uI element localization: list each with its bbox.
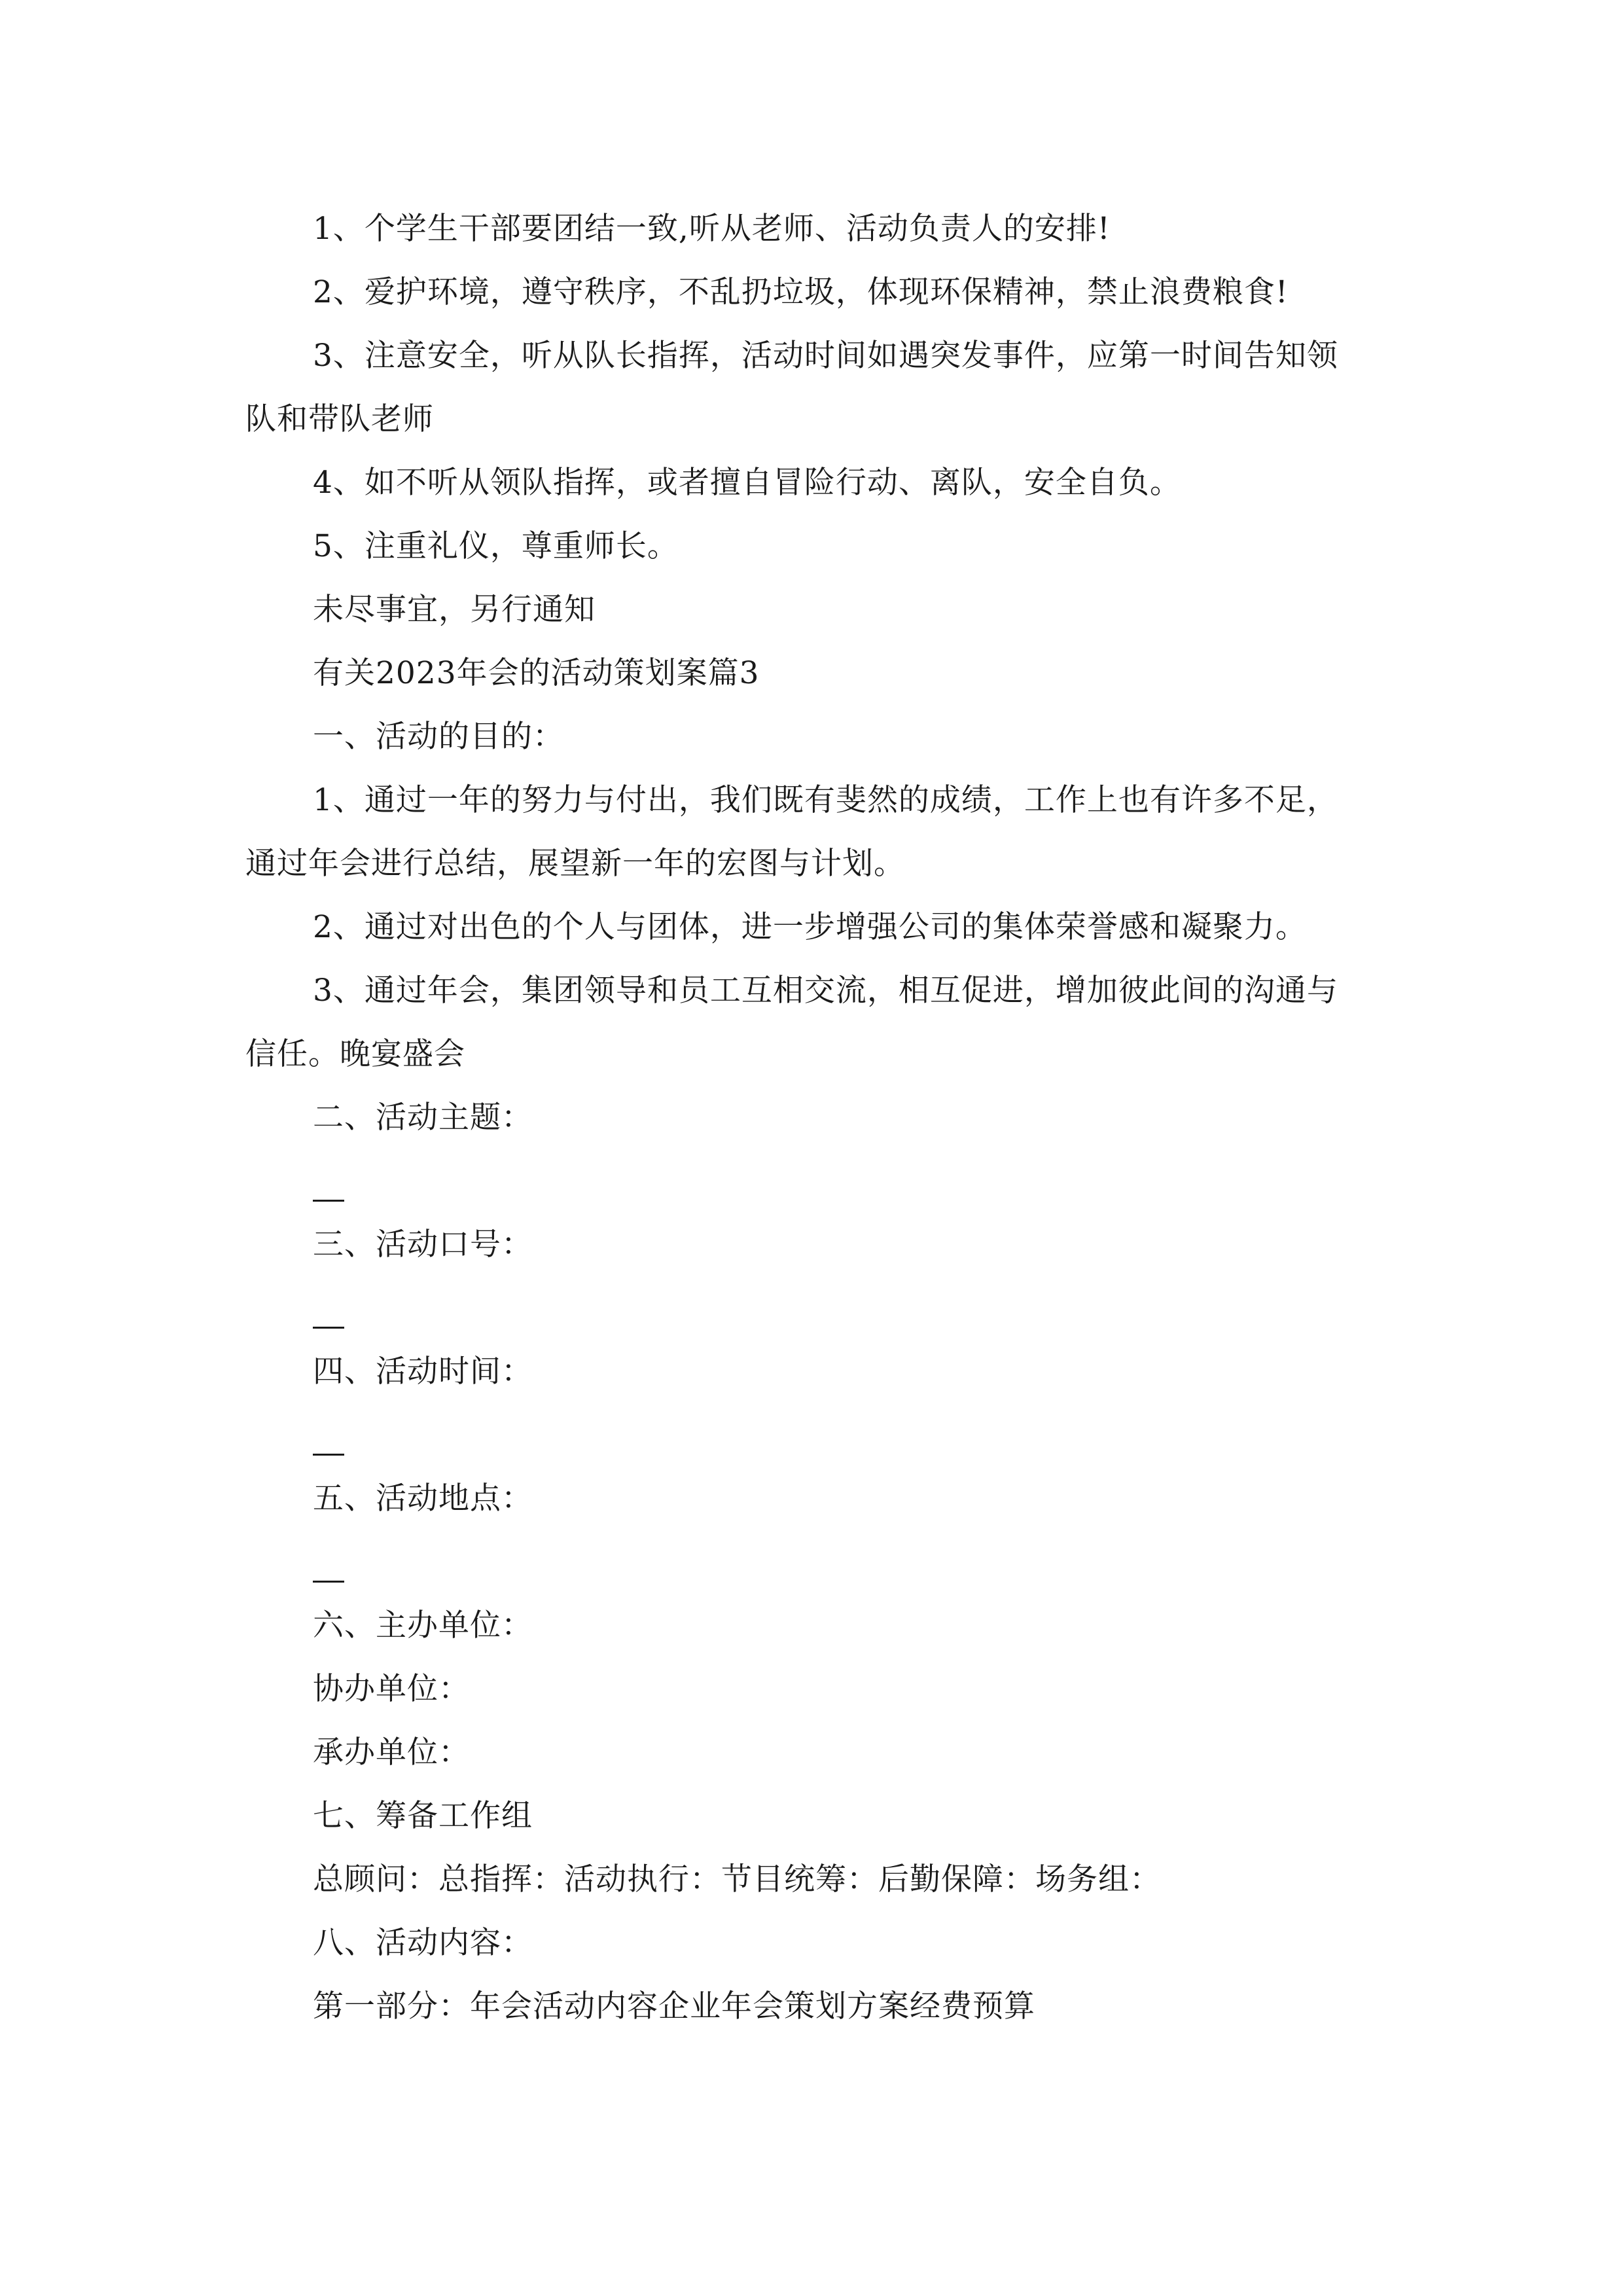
text-line-23: 总顾问：总指挥：活动执行：节目统筹：后勤保障：场务组： (313, 1861, 1161, 1897)
text-line-4: 队和带队老师 (245, 401, 434, 437)
text-line-1: 1、个学生干部要团结一致,听从老师、活动负责人的安排! (313, 211, 1111, 247)
text-line-20: 协办单位： (313, 1671, 470, 1707)
blank-dash-3 (313, 1454, 344, 1456)
text-line-2: 2、爱护环境，遵守秩序，不乱扔垃圾，体现环保精神，禁止浪费粮食! (313, 274, 1289, 310)
text-line-6: 5、注重礼仪，尊重师长。 (313, 528, 679, 564)
text-line-13: 3、通过年会，集团领导和员工互相交流，相互促进，增加彼此间的沟通与 (313, 973, 1338, 1009)
text-line-12: 2、通过对出色的个人与团体，进一步增强公司的集体荣誉感和凝聚力。 (313, 909, 1307, 945)
blank-dash-1 (313, 1200, 344, 1202)
text-line-5: 4、如不听从领队指挥，或者擅自冒险行动、离队，安全自负。 (313, 465, 1181, 501)
section-heading: 有关2023年会的活动策划案篇3 (313, 655, 760, 691)
text-line-9: 一、活动的目的： (313, 719, 564, 755)
text-line-18: 五、活动地点： (313, 1480, 533, 1516)
text-line-24: 八、活动内容： (313, 1925, 533, 1961)
text-line-14: 信任。晚宴盛会 (245, 1036, 465, 1072)
text-line-10: 1、通过一年的努力与付出，我们既有斐然的成绩，工作上也有许多不足， (313, 782, 1338, 818)
text-line-25: 第一部分：年会活动内容企业年会策划方案经费预算 (313, 1988, 1035, 2024)
blank-dash-2 (313, 1327, 344, 1329)
text-line-17: 四、活动时间： (313, 1354, 533, 1390)
text-line-11: 通过年会进行总结，展望新一年的宏图与计划。 (245, 846, 905, 882)
text-line-22: 七、筹备工作组 (313, 1798, 533, 1834)
blank-dash-4 (313, 1581, 344, 1583)
text-line-16: 三、活动口号： (313, 1227, 533, 1263)
text-line-3: 3、注意安全，听从队长指挥，活动时间如遇突发事件，应第一时间告知领 (313, 338, 1338, 374)
text-line-7: 未尽事宜，另行通知 (313, 592, 596, 628)
text-line-21: 承办单位： (313, 1734, 470, 1770)
text-line-15: 二、活动主题： (313, 1100, 533, 1136)
text-line-19: 六、主办单位： (313, 1607, 533, 1643)
